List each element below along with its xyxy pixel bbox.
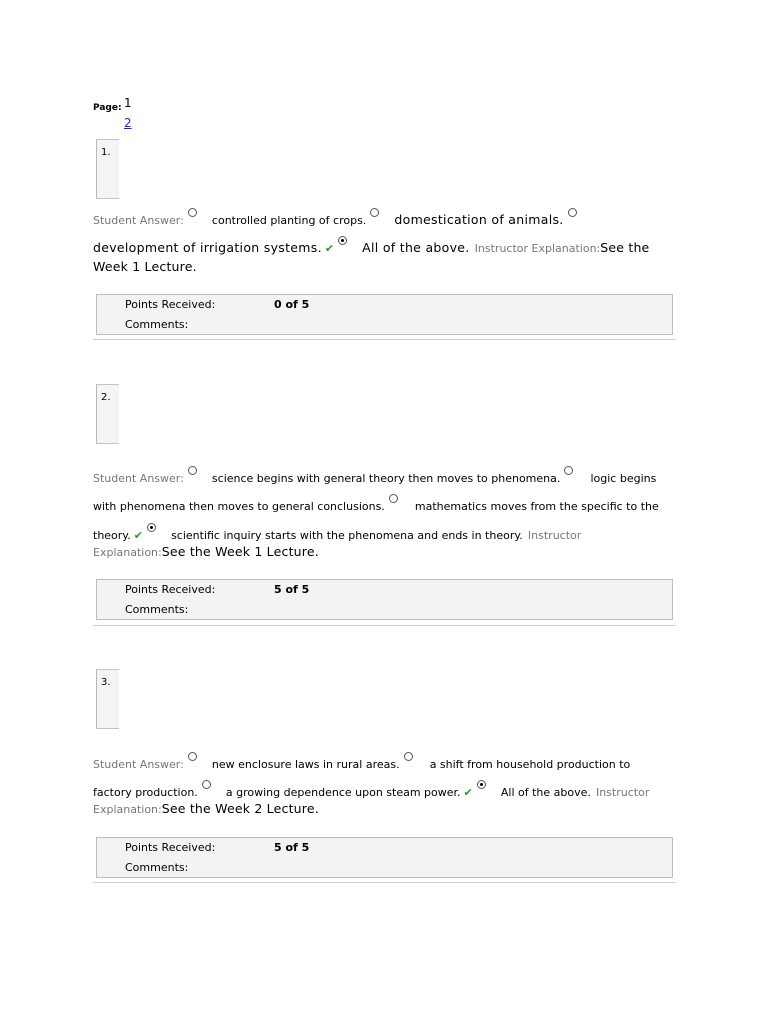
answer-option-label: domestication of animals.	[394, 212, 564, 227]
answer-option-label: scientific inquiry starts with the phenomena and ends in theory.	[171, 529, 523, 542]
student-answer-label: Student Answer:	[93, 758, 184, 771]
instructor-explanation-text-cont: Week 1 Lecture.	[93, 259, 197, 274]
comments-label: Comments:	[125, 318, 189, 331]
question-number: 3.	[101, 677, 111, 688]
answer-option-label: science begins with general theory then moves to phenomena.	[211, 472, 561, 485]
instructor-explanation-label: Instructor Explanation:	[474, 242, 601, 255]
correct-check-icon: ✔	[133, 529, 143, 542]
points-received-value: 0 of 5	[274, 298, 310, 311]
answer-option-label: mathematics moves from the specific to the	[414, 500, 659, 513]
instructor-label: Instructor	[527, 529, 582, 542]
answer-option-label: factory production.	[93, 786, 198, 799]
answer-option-radio-selected[interactable]	[147, 523, 156, 532]
pager-label: Page:	[93, 103, 122, 113]
answer-option-radio[interactable]	[202, 780, 211, 789]
points-panel	[96, 294, 673, 335]
answer-option-label: controlled planting of crops.	[211, 214, 367, 227]
answer-option-label: development of irrigation systems.	[93, 240, 322, 255]
question-box	[96, 669, 119, 729]
answer-option-label: new enclosure laws in rural areas.	[211, 758, 400, 771]
answer-option-radio[interactable]	[188, 752, 197, 761]
answer-option-radio[interactable]	[404, 752, 413, 761]
question-number: 1.	[101, 147, 111, 158]
comments-label: Comments:	[125, 861, 189, 874]
divider	[93, 339, 676, 340]
points-received-label: Points Received:	[125, 298, 216, 311]
answer-option-label: theory.	[93, 529, 131, 542]
points-received-value: 5 of 5	[274, 841, 310, 854]
student-answer-label: Student Answer:	[93, 472, 184, 485]
points-received-value: 5 of 5	[274, 583, 310, 596]
divider	[93, 882, 676, 883]
pager-current-page: 1	[124, 96, 132, 110]
instructor-explanation-text: See the Week 2 Lecture.	[161, 801, 319, 816]
answer-option-label: with phenomena then moves to general conclusions.	[93, 500, 385, 513]
answer-option-radio[interactable]	[564, 466, 573, 475]
answer-option-label: All of the above.	[362, 240, 470, 255]
answer-option-label: a shift from household production to	[429, 758, 631, 771]
answer-option-radio[interactable]	[370, 208, 379, 217]
answer-option-radio[interactable]	[389, 494, 398, 503]
question-box	[96, 139, 119, 199]
answer-option-label: a growing dependence upon steam power.	[225, 786, 461, 799]
divider	[93, 625, 676, 626]
explanation-label: Explanation:	[93, 546, 162, 559]
answer-option-radio[interactable]	[188, 208, 197, 217]
points-received-label: Points Received:	[125, 583, 216, 596]
explanation-label: Explanation:	[93, 803, 162, 816]
pager-link-page-2[interactable]: 2	[124, 116, 132, 130]
points-received-label: Points Received:	[125, 841, 216, 854]
question-box	[96, 384, 119, 444]
answer-option-label: All of the above.	[500, 786, 591, 799]
answer-option-radio-selected[interactable]	[338, 236, 347, 245]
answer-option-label: logic begins	[590, 472, 657, 485]
instructor-explanation-text: See the	[600, 240, 650, 255]
answer-option-radio[interactable]	[568, 208, 577, 217]
comments-label: Comments:	[125, 603, 189, 616]
correct-check-icon: ✔	[463, 786, 473, 799]
answer-option-radio-selected[interactable]	[477, 780, 486, 789]
answer-option-radio[interactable]	[188, 466, 197, 475]
correct-check-icon: ✔	[324, 242, 335, 255]
points-panel	[96, 579, 673, 620]
instructor-label: Instructor	[595, 786, 650, 799]
student-answer-label: Student Answer:	[93, 214, 184, 227]
points-panel	[96, 837, 673, 878]
instructor-explanation-text: See the Week 1 Lecture.	[161, 544, 319, 559]
question-number: 2.	[101, 392, 111, 403]
